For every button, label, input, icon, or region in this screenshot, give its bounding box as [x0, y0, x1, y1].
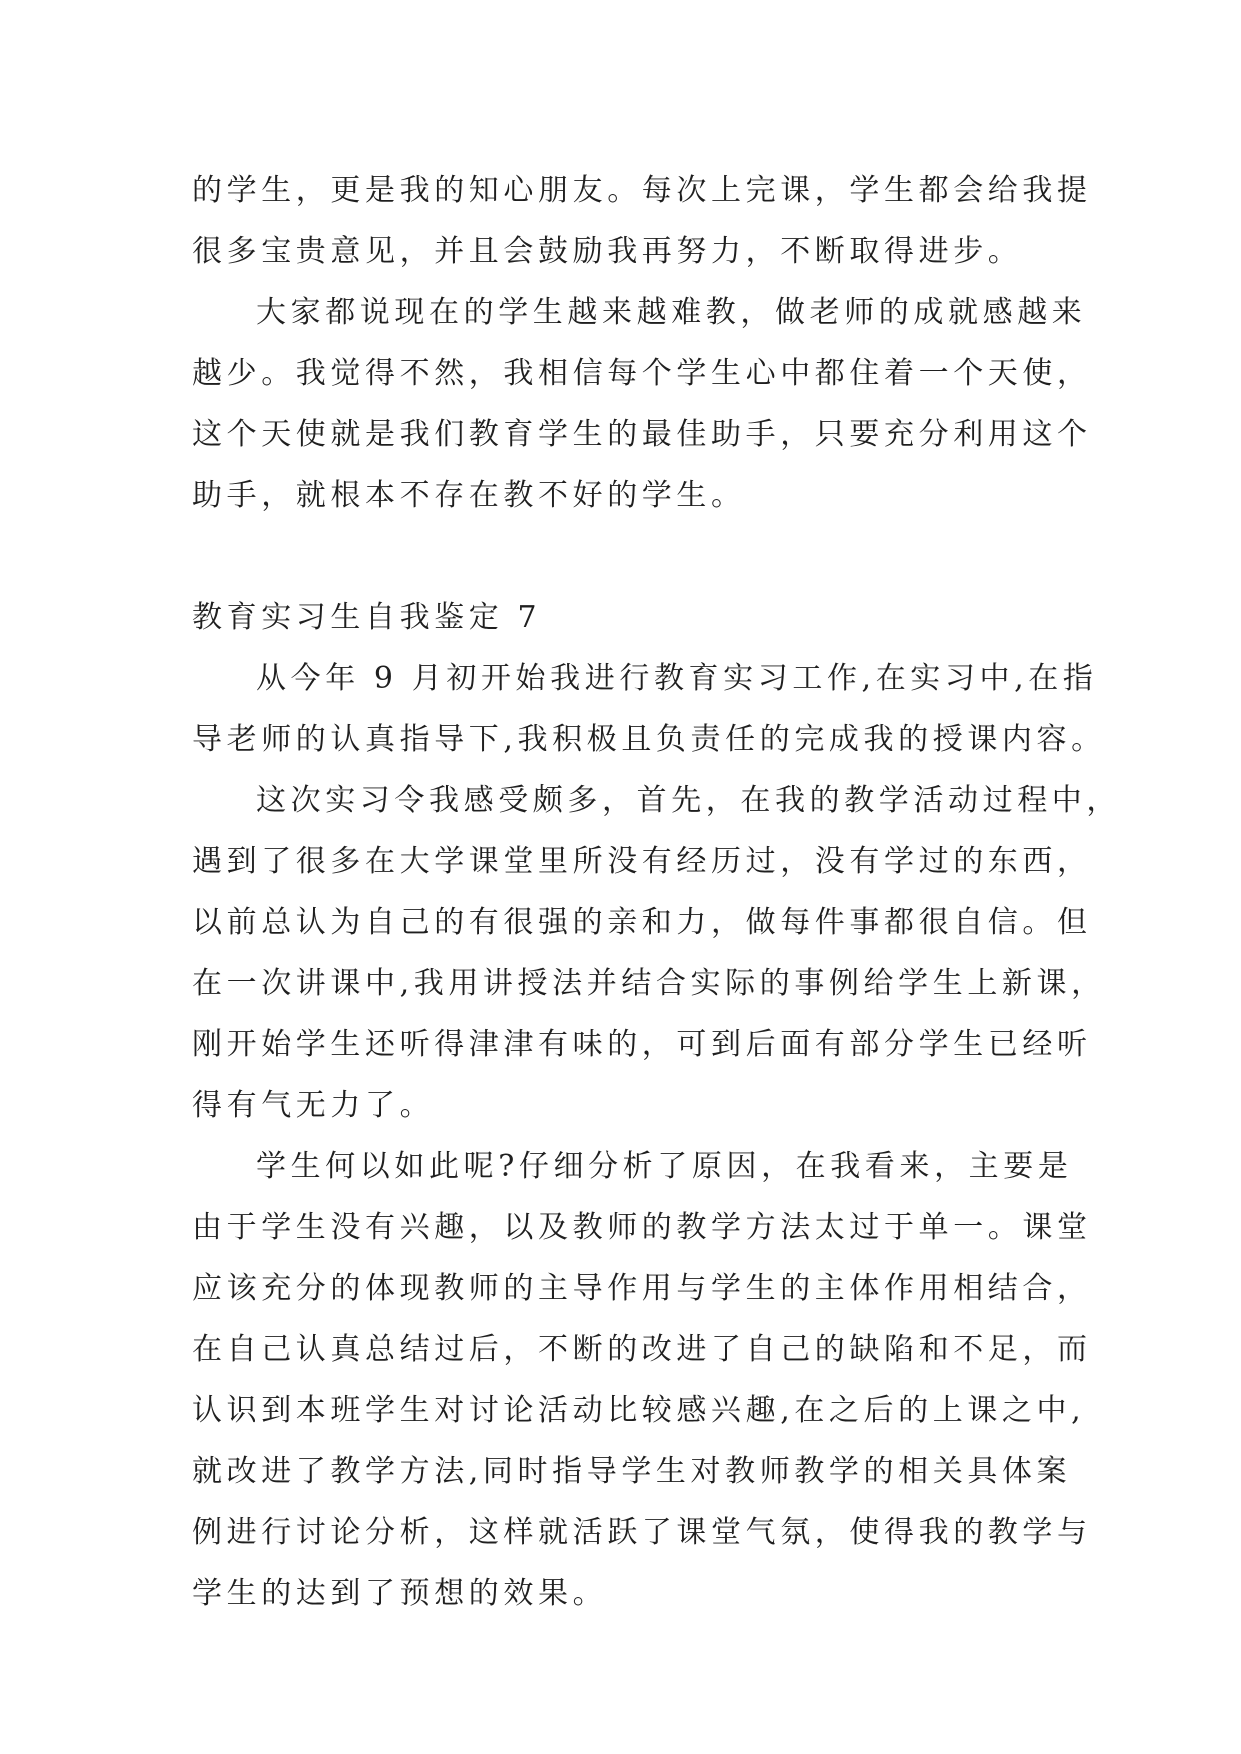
- text-line: 从今年 9 月初开始我进行教育实习工作,在实习中,在指: [256, 661, 1098, 696]
- text-line: 助手，就根本不存在教不好的学生。: [192, 478, 746, 513]
- text-line: 越少。我觉得不然，我相信每个学生心中都住着一个天使，: [192, 356, 1092, 391]
- text-line: 遇到了很多在大学课堂里所没有经历过，没有学过的东西，: [192, 844, 1092, 879]
- text-line: 这个天使就是我们教育学生的最佳助手，只要充分利用这个: [192, 417, 1092, 452]
- text-line: 在一次讲课中,我用讲授法并结合实际的事例给学生上新课，: [192, 966, 1106, 1001]
- text-line: 导老师的认真指导下,我积极且负责任的完成我的授课内容。: [192, 722, 1106, 757]
- section-heading: 教育实习生自我鉴定 7: [192, 600, 542, 635]
- document-body: [192, 160, 1121, 1624]
- text-line: 刚开始学生还听得津津有味的，可到后面有部分学生已经听: [192, 1027, 1092, 1062]
- text-line: 得有气无力了。: [192, 1088, 435, 1123]
- paragraph: [192, 282, 1092, 526]
- text-line: 大家都说现在的学生越来越难教，做老师的成就感越来: [256, 295, 1087, 330]
- paragraph: [192, 770, 1121, 1136]
- text-line: 应该充分的体现教师的主导作用与学生的主体作用相结合，: [192, 1271, 1092, 1306]
- text-line: 由于学生没有兴趣，以及教师的教学方法太过于单一。课堂: [192, 1210, 1092, 1245]
- text-line: 在自己认真总结过后，不断的改进了自己的缺陷和不足，而: [192, 1332, 1092, 1367]
- text-line: 的学生，更是我的知心朋友。每次上完课，学生都会给我提: [192, 173, 1092, 208]
- text-line: 就改进了教学方法,同时指导学生对教师教学的相关具体案: [192, 1454, 1072, 1489]
- text-line: 认识到本班学生对讨论活动比较感兴趣,在之后的上课之中,: [192, 1393, 1086, 1428]
- spacer: [192, 526, 1052, 587]
- paragraph: [192, 1136, 1092, 1624]
- paragraph: [192, 648, 1106, 770]
- paragraph-continued: [192, 160, 1092, 282]
- text-line: 学生何以如此呢?仔细分析了原因，在我看来，主要是: [256, 1149, 1073, 1184]
- text-line: 例进行讨论分析，这样就活跃了课堂气氛，使得我的教学与: [192, 1515, 1092, 1550]
- text-line: 很多宝贵意见，并且会鼓励我再努力，不断取得进步。: [192, 234, 1023, 269]
- text-line: 以前总认为自己的有很强的亲和力，做每件事都很自信。但: [192, 905, 1092, 940]
- text-line: 这次实习令我感受颇多，首先，在我的教学活动过程中，: [256, 783, 1121, 818]
- text-line: 学生的达到了预想的效果。: [192, 1576, 608, 1611]
